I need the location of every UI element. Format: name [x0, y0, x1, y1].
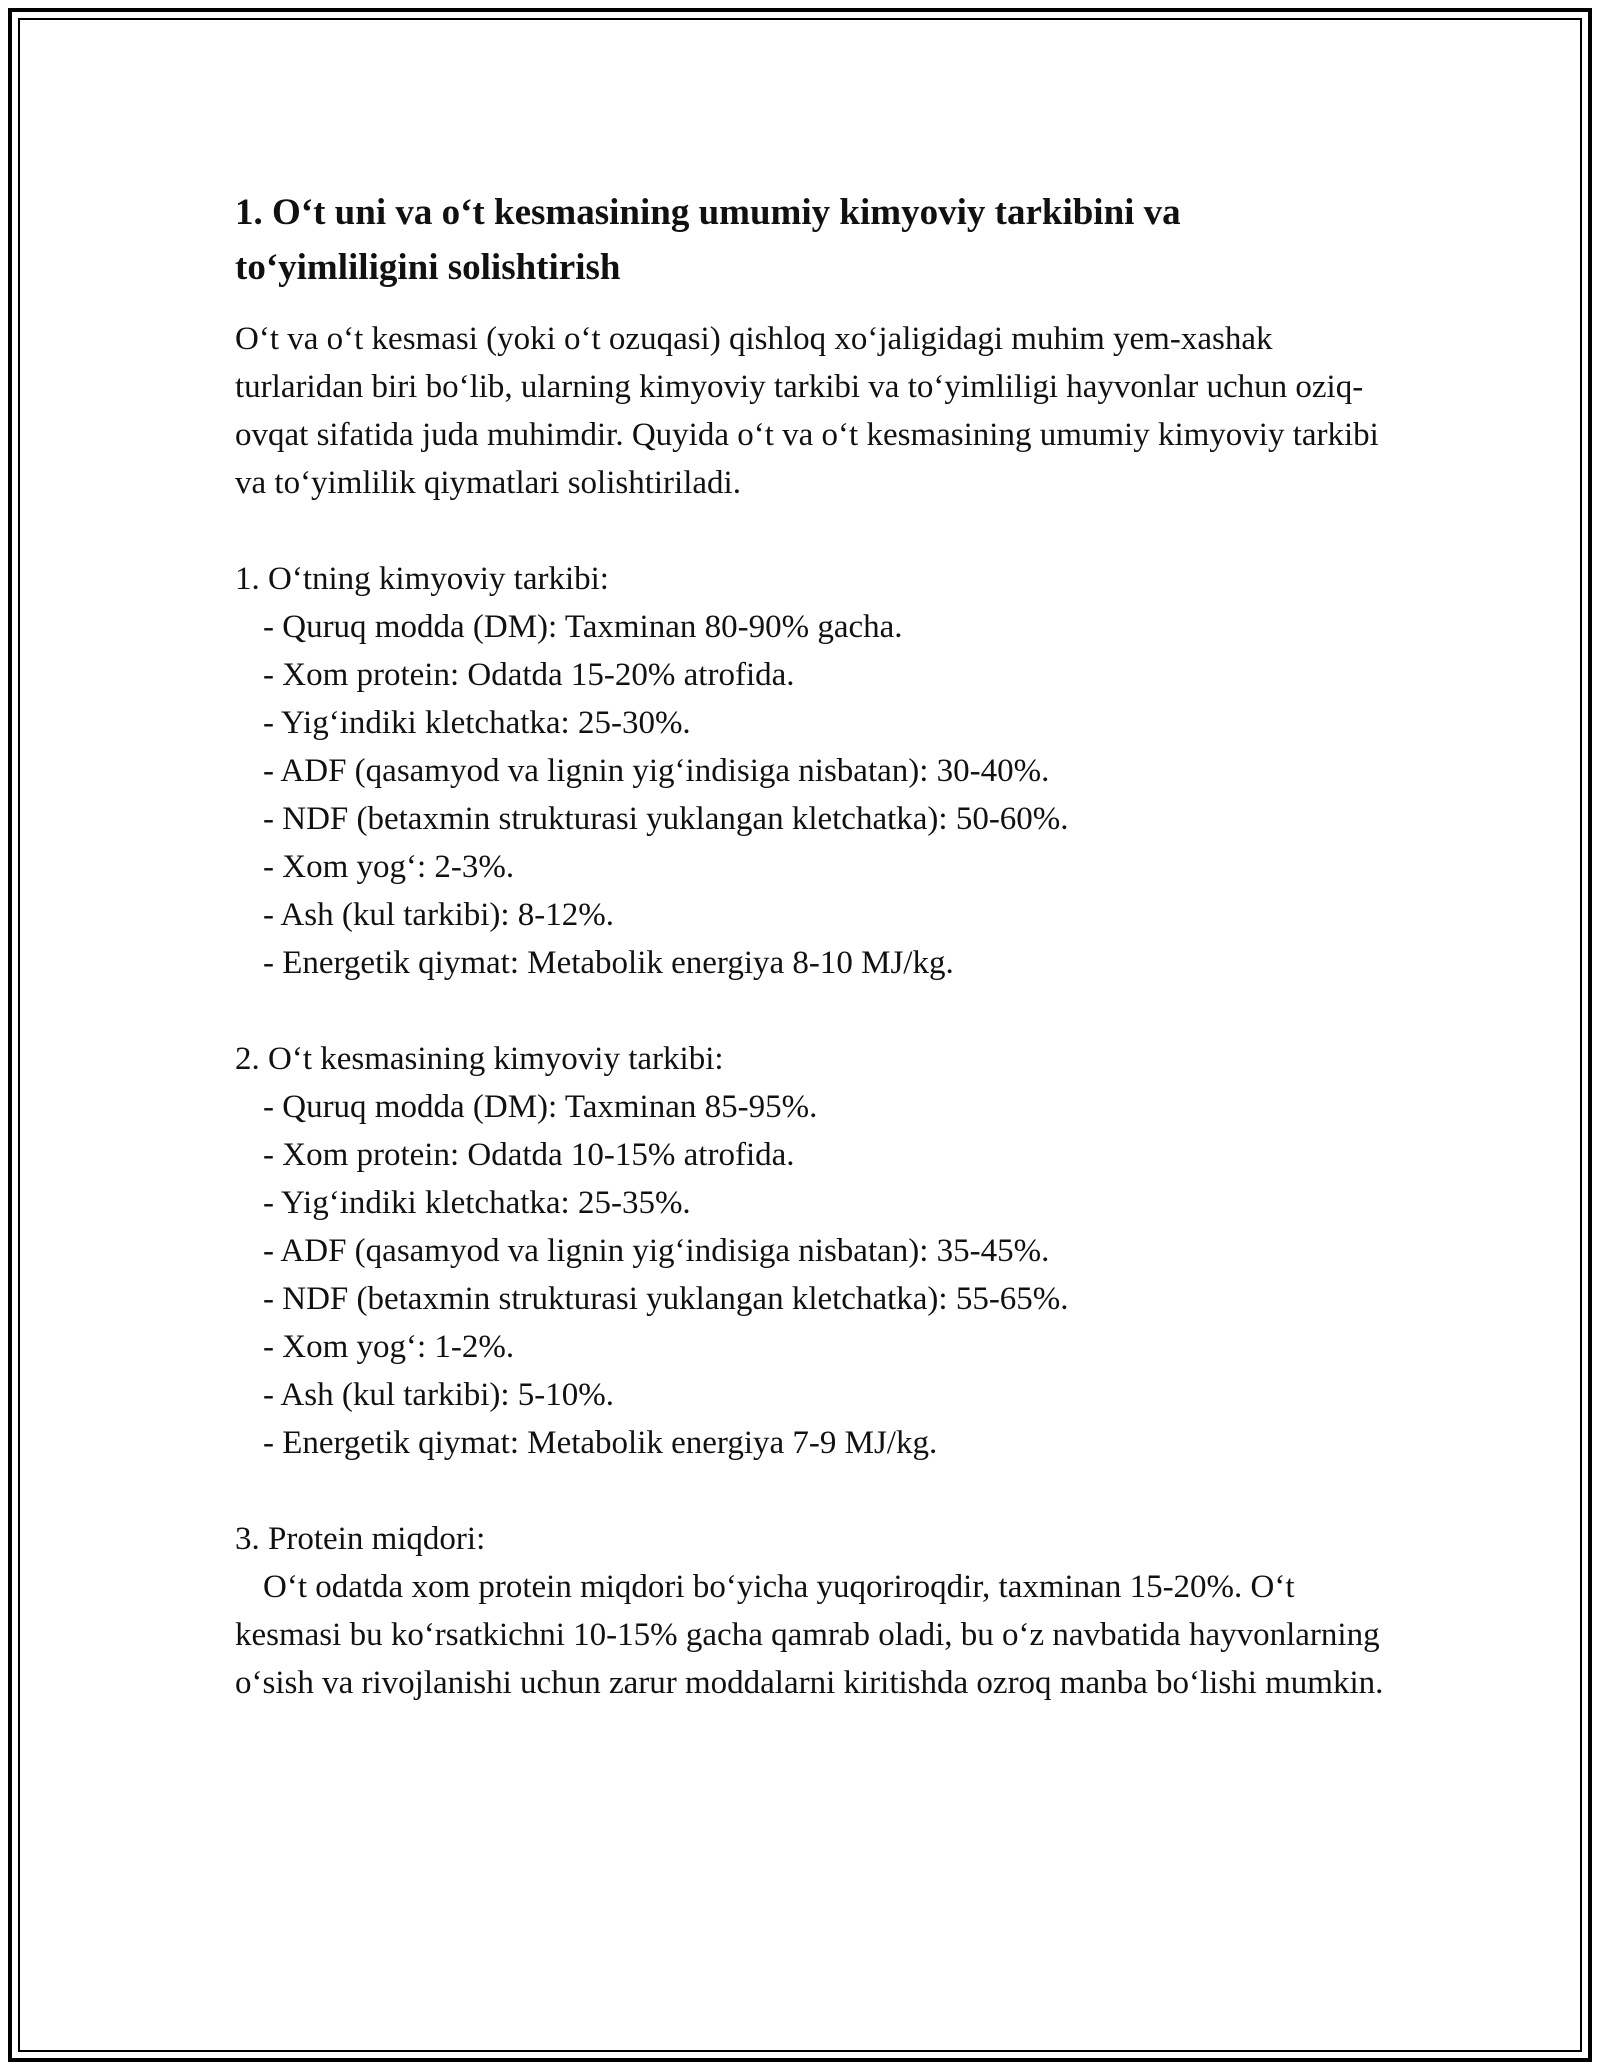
- section-protein: [235, 1515, 1385, 1707]
- list-item: - Yig‘indiki kletchatka: 25-35%.: [263, 1185, 691, 1221]
- list-item: - Xom protein: Odatda 15-20% atrofida.: [263, 657, 795, 693]
- list-item: - NDF (betaxmin strukturasi yuklangan kletchatka): 55-65%.: [263, 1281, 1069, 1317]
- list-item: - ADF (qasamyod va lignin yig‘indisiga nisbatan): 35-45%.: [263, 1233, 1050, 1269]
- list-item: - Yig‘indiki kletchatka: 25-30%.: [263, 705, 691, 741]
- list-item: - Xom protein: Odatda 10-15% atrofida.: [263, 1137, 795, 1173]
- protein-paragraph: O‘t odatda xom protein miqdori bo‘yicha yuqoriroqdir, taxminan 15-20%. O‘t kesmasi bu ko‘rsatkichni 10-15% gacha qamrab oladi, bu o‘z navbatida hayvonlarning o‘sish va rivojlanishi uchun zarur moddalarni kiritishda ozroq manba bo‘lishi mumkin.: [235, 1569, 1384, 1701]
- list-item: - ADF (qasamyod va lignin yig‘indisiga nisbatan): 30-40%.: [263, 753, 1050, 789]
- intro-paragraph: O‘t va o‘t kesmasi (yoki o‘t ozuqasi) qishloq xo‘jaligidagi muhim yem-xashak turlaridan biri bo‘lib, ularning kimyoviy tarkibi va to‘yimliligi hayvonlar uchun oziq-ovqat sifatida juda muhimdir. Quyida o‘t va o‘t kesmasining umumiy kimyoviy tarkibi va to‘yimlilik qiymatlari solishtiriladi.: [235, 321, 1379, 501]
- page-title: 1. O‘t uni va o‘t kesmasining umumiy kimyoviy tarkibini va to‘yimliligini solishtirish: [235, 192, 1181, 288]
- list-item: - Ash (kul tarkibi): 5-10%.: [263, 1377, 615, 1413]
- list-item: - Energetik qiymat: Metabolik energiya 8-10 MJ/kg.: [263, 945, 954, 981]
- list-item: - NDF (betaxmin strukturasi yuklangan kletchatka): 50-60%.: [263, 801, 1069, 837]
- document-body: [235, 185, 1385, 1707]
- section-title: 3. Protein miqdori:: [235, 1521, 486, 1557]
- list-item: - Quruq modda (DM): Taxminan 85-95%.: [263, 1089, 818, 1125]
- section-title: 1. O‘tning kimyoviy tarkibi:: [235, 561, 609, 597]
- list-item: - Quruq modda (DM): Taxminan 80-90% gacha.: [263, 609, 903, 645]
- section-cut-grass-composition: [235, 1035, 1385, 1467]
- list-item: - Energetik qiymat: Metabolik energiya 7-9 MJ/kg.: [263, 1425, 938, 1461]
- list-item: - Xom yog‘: 2-3%.: [263, 849, 515, 885]
- section-title: 2. O‘t kesmasining kimyoviy tarkibi:: [235, 1041, 724, 1077]
- list-item: - Xom yog‘: 1-2%.: [263, 1329, 515, 1365]
- section-grass-composition: [235, 555, 1385, 987]
- list-item: - Ash (kul tarkibi): 8-12%.: [263, 897, 615, 933]
